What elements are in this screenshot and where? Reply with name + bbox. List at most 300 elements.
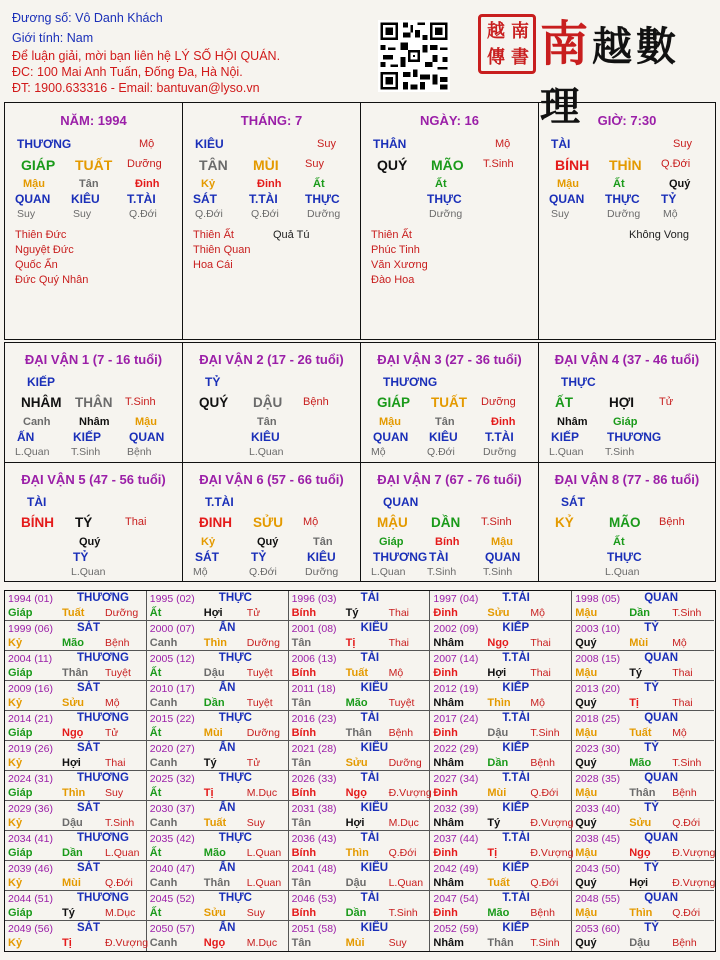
year-label: 2045 (52) — [149, 893, 195, 905]
year-cell[interactable] — [289, 711, 431, 741]
year-cell[interactable] — [572, 591, 714, 621]
hidden-stem: Ất — [313, 178, 325, 190]
year-cell[interactable] — [572, 621, 714, 651]
year-god: TÀI — [360, 832, 380, 844]
special-star: Không Vong — [629, 229, 689, 241]
year-label: 2024 (31) — [8, 773, 53, 785]
pillar-phase: Q.Đới — [661, 158, 691, 170]
year-branch: Ngọ — [487, 637, 509, 649]
year-stem: Kỷ — [8, 877, 23, 889]
year-branch: Hợi — [345, 817, 365, 829]
year-cell[interactable] — [147, 681, 289, 711]
year-phase: Đ.Vượng — [672, 847, 716, 859]
year-cell[interactable] — [5, 891, 147, 921]
dai-van-god: SÁT — [561, 495, 585, 509]
year-label: 2048 (55) — [575, 893, 621, 905]
year-cell[interactable] — [289, 861, 431, 891]
year-phase: Tuyệt — [105, 667, 131, 679]
year-god: T.TÀI — [502, 892, 530, 904]
dai-van-cell[interactable] — [4, 342, 183, 463]
year-cell[interactable] — [5, 621, 147, 651]
hidden-stem: Quý — [79, 536, 101, 548]
year-label: 2025 (32) — [149, 773, 195, 785]
year-god: SÁT — [77, 682, 100, 694]
pillar-god: KIÊU — [195, 137, 224, 151]
year-phase: T.Sinh — [105, 817, 135, 829]
hidden-phase: L.Quan — [549, 446, 584, 458]
year-phase: Mộ — [105, 697, 120, 709]
year-stem: Canh — [149, 877, 178, 889]
year-god: T.TÀI — [502, 832, 530, 844]
year-cell[interactable] — [289, 621, 431, 651]
year-cell[interactable] — [430, 711, 572, 741]
year-label: 2037 (44) — [433, 833, 479, 845]
year-god: TÀI — [360, 592, 380, 604]
year-cell[interactable] — [289, 801, 431, 831]
year-label: 2008 (15) — [575, 653, 621, 665]
year-cell[interactable] — [5, 741, 147, 771]
year-phase: Đ.Vượng — [530, 847, 574, 859]
hidden-stem: Đinh — [257, 178, 282, 190]
year-branch: Dậu — [345, 877, 367, 889]
year-cell[interactable] — [572, 741, 714, 771]
hidden-stem: Mậu — [557, 178, 579, 190]
dai-van-cell[interactable] — [182, 342, 361, 463]
year-branch: Tý — [629, 667, 643, 679]
year-god: TÀI — [360, 772, 380, 784]
year-cell[interactable] — [5, 591, 147, 621]
year-god: SÁT — [77, 802, 100, 814]
year-phase: L.Quan — [246, 877, 282, 889]
hidden-god: KIẾP — [551, 430, 580, 444]
year-cell[interactable] — [147, 621, 289, 651]
year-stem: Kỷ — [8, 697, 23, 709]
hidden-god: TỶ — [73, 550, 89, 564]
hidden-stem: Nhâm — [557, 416, 588, 428]
year-label: 2019 (26) — [8, 743, 53, 755]
year-god: TỶ — [644, 742, 659, 754]
year-cell[interactable] — [5, 861, 147, 891]
dai-van-title: ĐẠI VẬN 1 (7 - 16 tuổi) — [24, 352, 163, 367]
dai-van-god: THƯƠNG — [383, 375, 438, 389]
year-label: 2002 (09) — [433, 623, 479, 635]
year-branch: Tuất — [203, 817, 227, 829]
year-label: 2000 (07) — [149, 623, 195, 635]
year-branch: Tị — [487, 847, 498, 859]
hidden-god: QUAN — [15, 192, 51, 206]
year-god: ẤN — [218, 742, 236, 754]
year-branch: Dậu — [629, 937, 650, 949]
year-label: 2023 (30) — [575, 743, 621, 755]
year-god: THƯƠNG — [77, 892, 129, 904]
pillar-cell[interactable] — [360, 102, 539, 340]
dai-van-title: ĐẠI VẬN 5 (47 - 56 tuổi) — [21, 472, 166, 487]
special-star: Đào Hoa — [371, 274, 415, 286]
pillar-phase: Dưỡng — [127, 158, 162, 170]
year-cell[interactable] — [572, 831, 714, 861]
hidden-god: QUAN — [549, 192, 585, 206]
year-god: ẤN — [218, 682, 236, 694]
year-branch: Hợi — [629, 877, 649, 889]
year-cell[interactable] — [430, 801, 572, 831]
year-phase: Q.Đới — [388, 847, 417, 859]
dai-van-god: THỰC — [561, 375, 596, 389]
year-cell[interactable] — [5, 771, 147, 801]
year-branch: Sửu — [203, 907, 226, 919]
year-phase: Thai — [388, 637, 410, 649]
hidden-stem: Ất — [435, 178, 447, 190]
year-label: 1999 (06) — [8, 623, 53, 635]
pillar-stem: QUÝ — [377, 157, 408, 173]
dai-van-title: ĐẠI VẬN 7 (67 - 76 tuổi) — [377, 472, 522, 487]
pillar-god-phase: Suy — [673, 138, 692, 150]
hidden-god: QUAN — [373, 430, 409, 444]
dai-van-phase: Thai — [125, 516, 147, 528]
year-cell[interactable] — [147, 861, 289, 891]
hidden-phase: Suy — [17, 208, 36, 220]
year-branch: Tị — [345, 637, 356, 649]
year-god: KIÊU — [360, 862, 389, 874]
year-cell[interactable] — [5, 831, 147, 861]
year-stem: Canh — [149, 937, 178, 949]
hidden-stem: Ất — [613, 536, 625, 548]
year-cell[interactable] — [430, 831, 572, 861]
year-god: THỰC — [218, 652, 252, 664]
year-cell[interactable] — [572, 711, 714, 741]
year-stem: Ất — [149, 667, 162, 679]
year-branch: Tuất — [62, 607, 85, 619]
year-god: TÀI — [360, 892, 380, 904]
year-cell[interactable] — [572, 801, 714, 831]
year-stem: Giáp — [8, 727, 33, 739]
year-label: 2026 (33) — [291, 773, 337, 785]
year-phase: Q.Đới — [530, 877, 559, 889]
hidden-phase: Dưỡng — [483, 446, 517, 458]
year-cell[interactable] — [289, 771, 431, 801]
year-label: 2033 (40) — [575, 803, 621, 815]
year-god: KIẾP — [502, 922, 530, 934]
hidden-phase: L.Quan — [71, 566, 106, 578]
pillar-cell[interactable] — [182, 102, 361, 340]
year-god: TỶ — [644, 622, 659, 634]
dai-van-god: KIẾP — [27, 375, 56, 389]
year-cell[interactable] — [289, 591, 431, 621]
pillar-cell[interactable] — [538, 102, 716, 340]
year-branch: Dần — [345, 907, 367, 919]
hidden-god: KIẾP — [73, 430, 102, 444]
year-god: ẤN — [218, 862, 236, 874]
year-branch: Mão — [345, 697, 368, 709]
qr-code-icon[interactable] — [378, 20, 450, 92]
year-stem: Kỷ — [8, 637, 23, 649]
year-branch: Ngọ — [629, 847, 651, 859]
year-cell[interactable] — [430, 591, 572, 621]
year-label: 2001 (08) — [291, 623, 337, 635]
year-cell[interactable] — [572, 921, 714, 951]
year-god: SÁT — [77, 922, 100, 934]
year-phase: Suy — [105, 787, 124, 799]
year-phase: Mộ — [530, 697, 545, 709]
year-branch: Sửu — [487, 607, 510, 619]
dai-van-title: ĐẠI VẬN 2 (17 - 26 tuổi) — [199, 352, 344, 367]
year-stem: Ất — [149, 607, 162, 619]
hidden-god: TỶ — [661, 192, 677, 206]
year-phase: Q.Đới — [530, 787, 559, 799]
year-stem: Đinh — [433, 667, 458, 679]
hidden-phase: Suy — [73, 208, 92, 220]
hidden-stem: Giáp — [613, 416, 638, 428]
year-stem: Bính — [291, 667, 317, 679]
hidden-god: SÁT — [193, 192, 217, 206]
year-stem: Tân — [291, 817, 312, 829]
year-god: KIÊU — [360, 922, 389, 934]
year-label: 2017 (24) — [433, 713, 479, 725]
hidden-phase: L.Quan — [605, 566, 640, 578]
year-label: 2049 (56) — [8, 923, 53, 935]
special-star: Hoa Cái — [193, 259, 233, 271]
year-cell[interactable] — [430, 651, 572, 681]
pillar-branch: MÃO — [431, 157, 464, 173]
year-stem: Mậu — [575, 787, 598, 799]
year-cell[interactable] — [430, 861, 572, 891]
year-cell[interactable] — [572, 891, 714, 921]
gender-label: Giới tính: — [12, 31, 67, 45]
year-stem: Ất — [149, 727, 162, 739]
year-cell[interactable] — [289, 741, 431, 771]
dai-van-branch: TÝ — [75, 515, 93, 530]
year-cell[interactable] — [5, 651, 147, 681]
year-cell[interactable] — [147, 921, 289, 951]
pillar-title: THÁNG: 7 — [240, 113, 303, 128]
year-cell[interactable] — [289, 831, 431, 861]
year-god: T.TÀI — [502, 712, 530, 724]
year-phase: M.Dục — [246, 937, 278, 949]
year-cell[interactable] — [5, 801, 147, 831]
year-phase: Thai — [672, 697, 693, 709]
year-stem: Tân — [291, 757, 312, 769]
year-label: 2014 (21) — [8, 713, 53, 725]
year-branch: Tý — [345, 607, 359, 619]
pillar-cell[interactable] — [4, 102, 183, 340]
special-star: Thiên Quan — [193, 244, 251, 256]
hidden-phase: L.Quan — [249, 446, 284, 458]
pillar-god: THÂN — [373, 137, 407, 151]
dai-van-cell[interactable] — [360, 462, 539, 582]
pillar-stem: GIÁP — [21, 157, 56, 173]
year-cell[interactable] — [572, 861, 714, 891]
dai-van-phase: Dưỡng — [481, 396, 516, 408]
year-stem: Bính — [291, 907, 317, 919]
pillar-phase: T.Sinh — [483, 158, 514, 170]
year-branch: Dần — [629, 607, 650, 619]
year-god: KIẾP — [502, 682, 530, 694]
year-stem: Nhâm — [433, 877, 464, 889]
dai-van-stem: MẬU — [377, 515, 408, 530]
year-cell[interactable] — [430, 891, 572, 921]
year-stem: Quý — [575, 697, 597, 709]
hidden-god: THỰC — [427, 192, 462, 206]
year-branch: Thìn — [487, 697, 511, 709]
pillar-title: NGÀY: 16 — [420, 113, 479, 128]
year-label: 2006 (13) — [291, 653, 337, 665]
dai-van-cell[interactable] — [538, 462, 716, 582]
person-name-label: Đương số: — [12, 11, 76, 25]
contact-phone-email: ĐT: 1900.633316 - Email: bantuvan@lyso.vn — [12, 81, 260, 95]
year-stem: Kỷ — [8, 817, 23, 829]
year-stem: Canh — [149, 697, 178, 709]
year-cell[interactable] — [147, 591, 289, 621]
year-branch: Dậu — [487, 727, 509, 739]
year-cell[interactable] — [147, 891, 289, 921]
pillar-branch: MÙI — [253, 157, 279, 173]
year-phase: Bệnh — [530, 757, 555, 769]
year-branch: Tị — [62, 937, 72, 949]
year-cell[interactable] — [572, 681, 714, 711]
year-branch: Mùi — [629, 637, 649, 649]
contact-address: ĐC: 100 Mai Anh Tuấn, Đống Đa, Hà Nội. — [12, 65, 243, 79]
hidden-phase: Mộ — [193, 566, 208, 578]
year-god: TỶ — [644, 862, 659, 874]
year-branch: Tuất — [487, 877, 510, 889]
year-cell[interactable] — [5, 681, 147, 711]
hidden-phase: Q.Đới — [251, 208, 279, 220]
year-god: THƯƠNG — [77, 592, 129, 604]
year-cell[interactable] — [5, 921, 147, 951]
year-stem: Đinh — [433, 607, 458, 619]
hidden-stem: Kỷ — [201, 178, 216, 190]
year-phase: M.Dục — [246, 787, 278, 799]
pillar-title: GIỜ: 7:30 — [597, 113, 657, 128]
year-branch: Ngọ — [345, 787, 367, 799]
year-label: 2012 (19) — [433, 683, 479, 695]
year-cell[interactable] — [5, 711, 147, 741]
year-label: 2016 (23) — [291, 713, 337, 725]
year-stem: Nhâm — [433, 697, 464, 709]
seal-stamp: 越 南 傳 書 — [478, 14, 536, 74]
dai-van-branch: SỬU — [253, 515, 283, 530]
year-cell[interactable] — [147, 651, 289, 681]
year-cell[interactable] — [147, 831, 289, 861]
dai-van-god: TÀI — [27, 495, 47, 509]
year-god: THỰC — [218, 712, 252, 724]
year-stem: Mậu — [575, 847, 598, 859]
year-cell[interactable] — [430, 741, 572, 771]
year-phase: Suy — [246, 907, 265, 919]
year-branch: Tý — [62, 907, 75, 919]
year-cell[interactable] — [430, 681, 572, 711]
year-phase: Mộ — [672, 727, 687, 739]
hidden-phase: L.Quan — [15, 446, 50, 458]
year-branch: Thân — [345, 727, 372, 739]
year-label: 2010 (17) — [149, 683, 195, 695]
year-stem: Nhâm — [433, 637, 464, 649]
year-god: KIẾP — [502, 742, 530, 754]
year-god: QUAN — [644, 652, 679, 664]
year-cell[interactable] — [147, 711, 289, 741]
year-branch: Sửu — [62, 697, 85, 709]
year-branch: Thân — [487, 937, 514, 949]
year-god: TỶ — [644, 802, 659, 814]
year-phase: M.Dục — [105, 907, 136, 919]
year-stem: Tân — [291, 637, 312, 649]
year-cell[interactable] — [289, 921, 431, 951]
year-god: QUAN — [644, 592, 679, 604]
dai-van-cell[interactable] — [182, 462, 361, 582]
year-cell[interactable] — [430, 921, 572, 951]
year-branch: Mùi — [487, 787, 507, 799]
dai-van-cell[interactable] — [360, 342, 539, 463]
hidden-god: T.TÀI — [485, 430, 514, 444]
special-star: Nguyệt Đức — [15, 244, 74, 256]
year-god: KIẾP — [502, 802, 530, 814]
logo-calligraphy: 南越數理 — [540, 16, 681, 130]
year-phase: Bệnh — [530, 907, 555, 919]
hidden-god: TÀI — [429, 550, 449, 564]
year-god: ẤN — [218, 622, 236, 634]
year-cell[interactable] — [572, 771, 714, 801]
year-branch: Mão — [203, 847, 226, 859]
year-cell[interactable] — [430, 771, 572, 801]
hidden-god: ẤN — [17, 430, 35, 444]
year-label: 2041 (48) — [291, 863, 337, 875]
special-star: Thiên Ất — [193, 229, 234, 241]
year-cell[interactable] — [572, 651, 714, 681]
dai-van-phase: T.Sinh — [481, 516, 512, 528]
dai-van-cell[interactable] — [538, 342, 716, 463]
year-cell[interactable] — [289, 651, 431, 681]
year-phase: L.Quan — [105, 847, 140, 859]
year-stem: Đinh — [433, 787, 458, 799]
pillar-stem: TÂN — [199, 157, 228, 173]
year-cell[interactable] — [147, 741, 289, 771]
year-label: 2029 (36) — [8, 803, 53, 815]
year-phase: T.Sinh — [672, 757, 702, 769]
special-star: Đức Quý Nhân — [15, 274, 89, 286]
year-cell[interactable] — [430, 621, 572, 651]
year-cell[interactable] — [147, 771, 289, 801]
person-name-line — [12, 10, 163, 26]
year-label: 2015 (22) — [149, 713, 195, 725]
year-label: 2038 (45) — [575, 833, 621, 845]
year-cell[interactable] — [289, 891, 431, 921]
hidden-phase: Dưỡng — [607, 208, 641, 220]
year-label: 2051 (58) — [291, 923, 337, 935]
year-phase: Thai — [530, 637, 551, 649]
year-branch: Sửu — [345, 757, 368, 769]
year-stem: Ất — [149, 787, 162, 799]
year-branch: Thân — [203, 877, 231, 889]
year-cell[interactable] — [289, 681, 431, 711]
year-stem: Giáp — [8, 667, 33, 679]
dai-van-phase: Mộ — [303, 516, 319, 528]
dai-van-cell[interactable] — [4, 462, 183, 582]
hidden-phase: Q.Đới — [129, 208, 157, 220]
year-god: TỶ — [644, 682, 659, 694]
year-label: 2003 (10) — [575, 623, 621, 635]
year-god: T.TÀI — [502, 772, 530, 784]
dai-van-stem: ĐINH — [199, 515, 232, 530]
year-stem: Bính — [291, 847, 317, 859]
year-cell[interactable] — [147, 801, 289, 831]
year-label: 2031 (38) — [291, 803, 337, 815]
year-stem: Quý — [575, 937, 597, 949]
hidden-stem: Canh — [23, 416, 51, 428]
hidden-stem: Kỷ — [201, 536, 216, 548]
year-god: THƯƠNG — [77, 652, 129, 664]
year-stem: Đinh — [433, 727, 458, 739]
year-branch: Mão — [629, 757, 652, 769]
hidden-phase: L.Quan — [371, 566, 406, 578]
